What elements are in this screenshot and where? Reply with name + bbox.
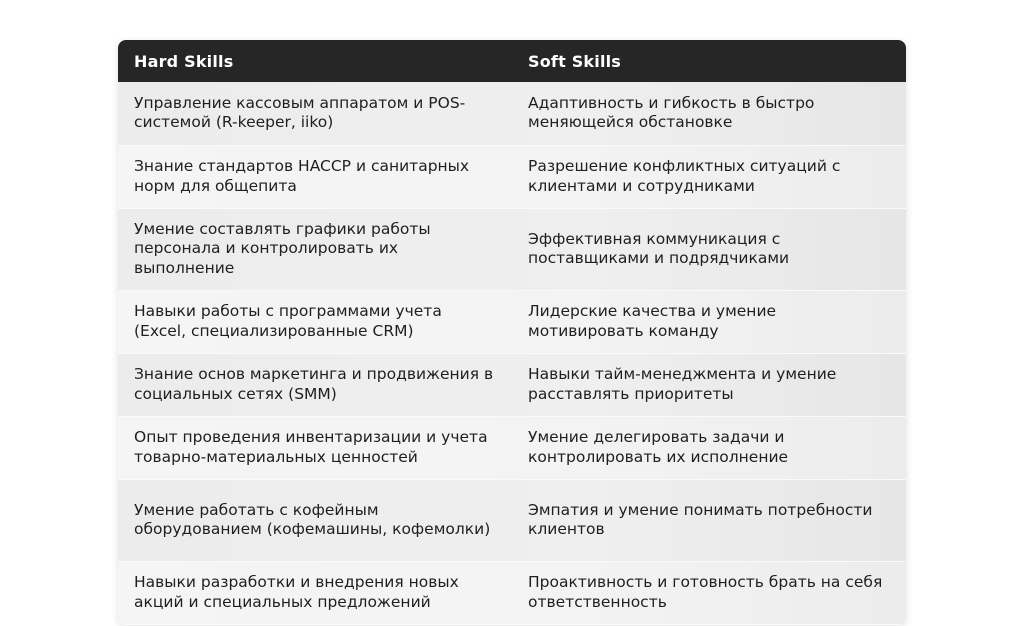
hard-skill-cell: Умение составлять графики работы персонала и контролировать их выполнение [134,219,431,277]
soft-skill-cell: Эмпатия и умение понимать потребности клиентов [528,500,873,538]
soft-skill-cell: Разрешение конфликтных ситуаций с клиентами и сотрудниками [528,157,841,195]
table-row [118,561,906,624]
soft-skill-cell: Лидерские качества и умение мотивировать команду [528,302,777,340]
skills-table-container [118,40,906,625]
hard-skill-cell: Знание стандартов HACCP и санитарных норм для общепита [134,157,470,195]
soft-skill-cell: Проактивность и готовность брать на себя ответственность [528,573,883,611]
hard-skill-cell: Опыт проведения инвентаризации и учета товарно-материальных ценностей [134,428,488,466]
soft-skill-cell: Эффективная коммуникация с поставщиками и подрядчиками [528,229,790,267]
hard-skill-cell: Навыки разработки и внедрения новых акций и специальных предложений [134,573,459,611]
hard-skill-cell: Умение работать с кофейным оборудованием (кофемашины, кофемолки) [134,500,491,538]
header-soft-skills: Soft Skills [528,51,622,71]
table-row [118,145,906,208]
hard-skill-cell: Управление кассовым аппаратом и POS-системой (R-keeper, iiko) [134,93,466,132]
soft-skill-cell: Умение делегировать задачи и контролировать их исполнение [528,428,789,466]
table-row [118,353,906,416]
hard-skill-cell: Навыки работы с программами учета (Excel, специализированные CRM) [134,302,442,340]
table-header-row [118,40,906,82]
table-row [118,416,906,479]
table-row [118,208,906,290]
soft-skill-cell: Адаптивность и гибкость в быстро меняющейся обстановке [528,93,815,132]
table-row [118,479,906,561]
skills-table [118,40,906,625]
hard-skill-cell: Знание основ маркетинга и продвижения в социальных сетях (SMM) [134,365,494,403]
header-hard-skills: Hard Skills [134,51,234,71]
soft-skill-cell: Навыки тайм-менеджмента и умение расставлять приоритеты [528,365,837,403]
table-row [118,82,906,145]
table-row [118,290,906,353]
